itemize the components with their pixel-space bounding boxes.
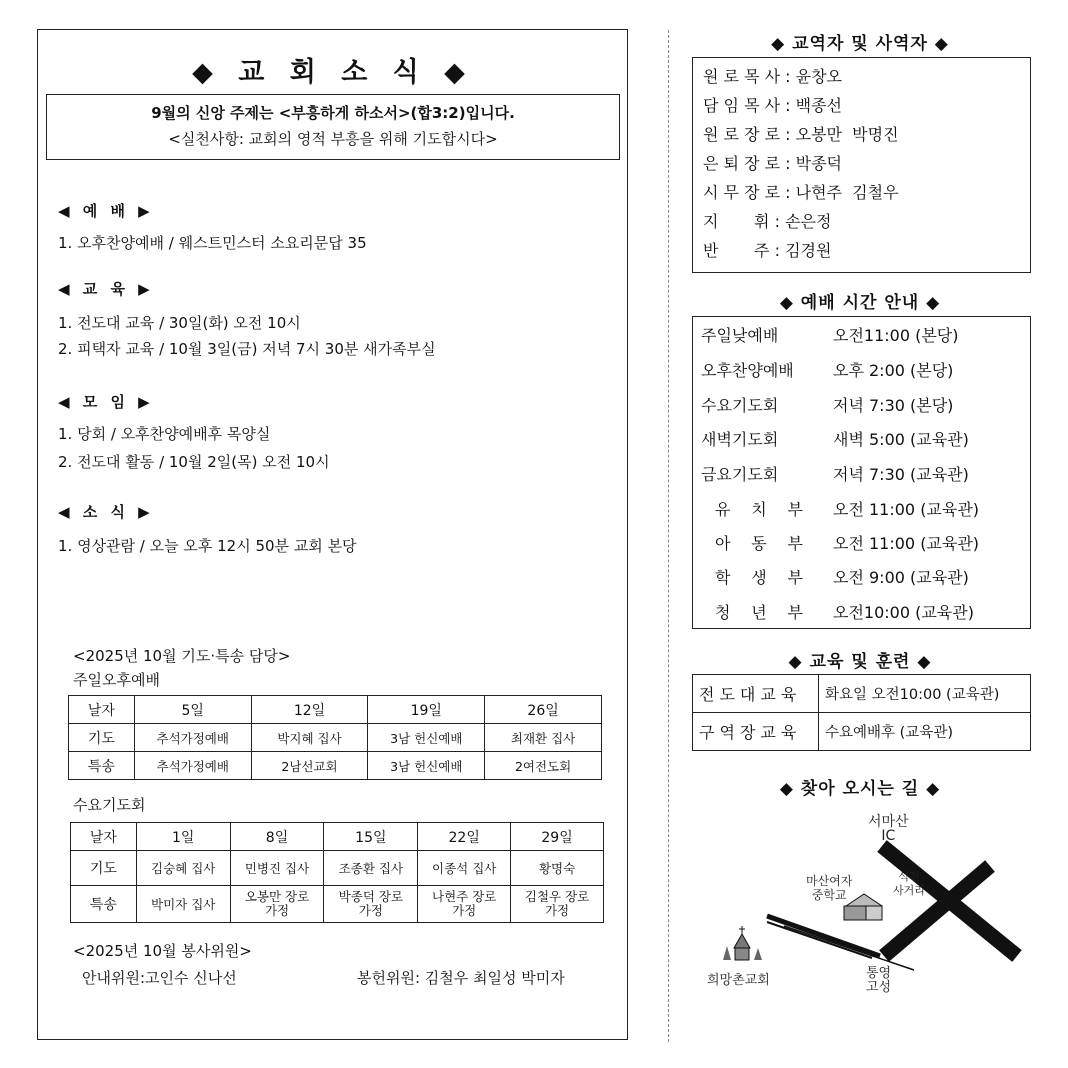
table-cell: 19일 xyxy=(368,696,485,724)
service-name: 학 생 부 xyxy=(715,568,803,587)
table-cell: 2남선교회 xyxy=(251,752,368,780)
table-cell: 8일 xyxy=(230,823,324,851)
sunday-duty-table xyxy=(68,695,602,780)
table-row xyxy=(71,851,604,886)
service-name: 유 치 부 xyxy=(715,500,803,519)
service-time: 오전10:00 (교육관) xyxy=(833,603,974,622)
wednesday-duty-table xyxy=(70,822,604,923)
theme-line-2: <실천사항: 교회의 영적 부흥을 위해 기도합시다> xyxy=(168,130,498,148)
staff-row: 반 주 : 김경원 xyxy=(703,241,832,260)
services-box xyxy=(692,316,1031,629)
table-cell: 12일 xyxy=(251,696,368,724)
worship-item-1: 1. 오후찬양예배 / 웨스트민스터 소요리문답 35 xyxy=(58,234,367,252)
table-cell: 날자 xyxy=(71,823,137,851)
news-item-1: 1. 영상관람 / 오늘 오후 12시 50분 교회 본당 xyxy=(58,537,357,555)
table-cell: 박미자 집사 xyxy=(136,886,230,923)
cell-line: 가정 xyxy=(358,903,383,918)
table-cell: 날자 xyxy=(69,696,135,724)
table-cell: 조종환 집사 xyxy=(324,851,418,886)
theme-line-1: 9월의 신앙 주제는 <부흥하게 하소서>(합3:2)입니다. xyxy=(151,104,515,122)
cell-line: 오봉만 장로 xyxy=(244,889,310,904)
table-cell: 박지혜 집사 xyxy=(251,724,368,752)
map-label-line: 마산여자 xyxy=(806,874,853,888)
map-label-line: 사거리 xyxy=(893,884,925,897)
church-icon xyxy=(723,926,762,960)
training-name: 전도대교육 xyxy=(693,675,819,713)
news-title: ◆ 교 회 소 식 ◆ xyxy=(192,57,473,88)
staff-title: ◆ 교역자 및 사역자 ◆ xyxy=(771,34,949,54)
staff-row: 은 퇴 장 로 : 박종덕 xyxy=(703,154,843,173)
table-row xyxy=(71,823,604,851)
training-time: 화요일 오전10:00 (교육관) xyxy=(819,675,1031,713)
table-row xyxy=(71,886,604,923)
education-item-2: 2. 피택자 교육 / 10월 3일(금) 저녁 7시 30분 새가족부실 xyxy=(58,340,436,358)
table-cell: 특송 xyxy=(71,886,137,923)
map-label-ic xyxy=(868,815,909,843)
table-cell: 26일 xyxy=(485,696,602,724)
staff-row: 담 임 목 사 : 백종선 xyxy=(703,96,843,115)
table-row xyxy=(69,752,602,780)
staff-row: 원 로 장 로 : 오봉만 박명진 xyxy=(703,125,899,144)
table-cell xyxy=(324,886,418,923)
wednesday-service-label: 수요기도회 xyxy=(73,796,146,814)
service-time: 오전 11:00 (교육관) xyxy=(833,534,980,553)
table-cell: 특송 xyxy=(69,752,135,780)
meeting-item-1: 1. 당회 / 오후찬양예배후 목양실 xyxy=(58,425,271,443)
training-name: 구역장교육 xyxy=(693,713,819,751)
cell-line: 가정 xyxy=(544,903,570,918)
staff-row: 시 무 장 로 : 나현주 김철우 xyxy=(703,183,899,202)
table-cell: 5일 xyxy=(134,696,251,724)
table-cell: 기도 xyxy=(71,851,137,886)
service-time: 오전 11:00 (교육관) xyxy=(833,500,980,519)
service-time: 오후 2:00 (본당) xyxy=(833,361,954,380)
map-label-line: 서마산 xyxy=(868,814,909,830)
table-cell: 황명숙 xyxy=(511,851,604,886)
side-road-1 xyxy=(767,916,880,956)
table-row xyxy=(693,713,1031,751)
map-label-line: 중학교 xyxy=(811,888,847,902)
volunteers-heading: <2025년 10월 봉사위원> xyxy=(73,942,252,960)
map-label-tongyoung xyxy=(866,967,891,995)
meeting-item-2: 2. 전도대 활동 / 10월 2일(목) 오전 10시 xyxy=(58,453,330,471)
cell-line: 박종덕 장로 xyxy=(338,889,404,904)
section-news-heading: ◀ 소 식 ▶ xyxy=(58,503,154,521)
table-cell: 3남 헌신예배 xyxy=(368,752,485,780)
guide-volunteers: 안내위원:고인수 신나선 xyxy=(82,969,237,987)
table-cell: 이종석 집사 xyxy=(418,851,511,886)
service-name: 주일낮예배 xyxy=(701,326,779,345)
offering-volunteers: 봉헌위원: 김철우 최일성 박미자 xyxy=(357,969,565,987)
section-worship-heading: ◀ 예 배 ▶ xyxy=(58,202,154,220)
map-label-line: 통영 xyxy=(866,966,892,981)
map-label-crossroad xyxy=(893,870,925,898)
side-road-2 xyxy=(767,922,872,958)
service-name: 수요기도회 xyxy=(701,396,779,415)
map-label-church: 희망촌교회 xyxy=(707,973,770,988)
directions-title: ◆ 찾아 오시는 길 ◆ xyxy=(779,779,941,799)
service-name: 금요기도회 xyxy=(701,465,779,484)
table-cell: 1일 xyxy=(136,823,230,851)
column-divider xyxy=(668,30,669,1042)
map-label-line: 고성 xyxy=(866,980,892,995)
service-name: 새벽기도회 xyxy=(701,430,779,449)
table-row xyxy=(69,724,602,752)
table-cell: 추석가정예배 xyxy=(134,724,251,752)
map-label-school xyxy=(806,874,852,902)
table-cell: 최재환 집사 xyxy=(485,724,602,752)
service-time: 저녁 7:30 (본당) xyxy=(833,396,954,415)
cell-line: 가정 xyxy=(264,903,290,918)
map-label-line: 석전 xyxy=(898,870,920,883)
table-cell xyxy=(230,886,324,923)
staff-row: 지 휘 : 손은정 xyxy=(703,212,832,231)
training-table xyxy=(692,674,1031,751)
table-cell xyxy=(511,886,604,923)
cell-line: 김철우 장로 xyxy=(524,889,590,904)
service-time: 새벽 5:00 (교육관) xyxy=(833,430,969,449)
monthly-theme-box xyxy=(46,94,620,160)
services-title: ◆ 예배 시간 안내 ◆ xyxy=(779,293,941,313)
staff-row: 원 로 목 사 : 윤창오 xyxy=(703,67,843,86)
table-cell: 민병진 집사 xyxy=(230,851,324,886)
table-cell: 2여전도회 xyxy=(485,752,602,780)
table-cell: 김숭혜 집사 xyxy=(136,851,230,886)
sunday-service-label: 주일오후예배 xyxy=(73,671,160,689)
education-item-1: 1. 전도대 교육 / 30일(화) 오전 10시 xyxy=(58,314,301,332)
staff-box xyxy=(692,57,1031,273)
map-label-line: IC xyxy=(881,828,896,844)
table-cell: 기도 xyxy=(69,724,135,752)
service-time: 오전11:00 (본당) xyxy=(833,326,959,345)
table-cell: 추석가정예배 xyxy=(134,752,251,780)
table-cell: 15일 xyxy=(324,823,418,851)
section-education-heading: ◀ 교 육 ▶ xyxy=(58,280,154,298)
table-cell xyxy=(418,886,511,923)
training-time: 수요예배후 (교육관) xyxy=(819,713,1031,751)
service-name: 오후찬양예배 xyxy=(701,361,794,380)
service-time: 저녁 7:30 (교육관) xyxy=(833,465,969,484)
service-time: 오전 9:00 (교육관) xyxy=(833,568,969,587)
service-name: 청 년 부 xyxy=(715,603,803,622)
table-row xyxy=(693,675,1031,713)
training-title: ◆ 교육 및 훈련 ◆ xyxy=(788,652,932,672)
table-cell: 22일 xyxy=(418,823,511,851)
section-meeting-heading: ◀ 모 임 ▶ xyxy=(58,393,154,411)
duty-heading: <2025년 10월 기도·특송 담당> xyxy=(73,647,291,665)
table-cell: 29일 xyxy=(511,823,604,851)
cell-line: 나현주 장로 xyxy=(432,889,497,904)
service-name: 아 동 부 xyxy=(715,534,803,553)
table-cell: 3남 헌신예배 xyxy=(368,724,485,752)
table-row xyxy=(69,696,602,724)
cell-line: 가정 xyxy=(452,903,477,918)
